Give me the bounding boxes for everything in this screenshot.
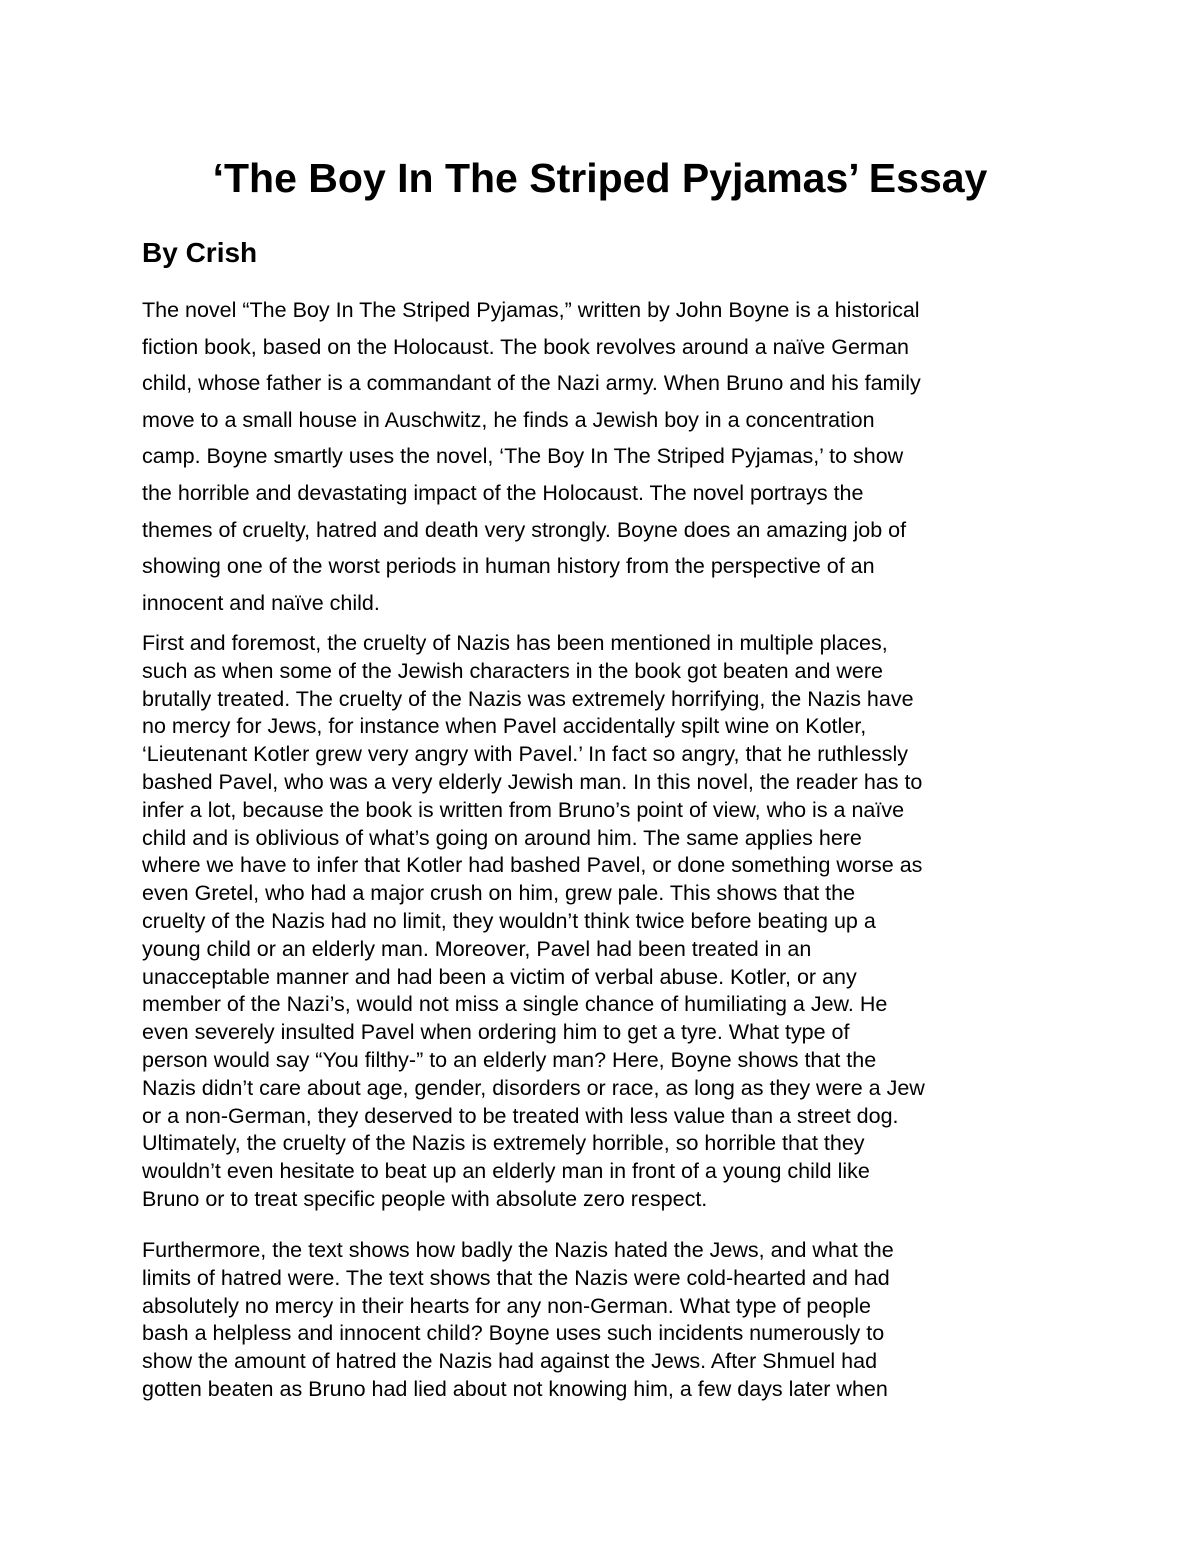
paragraph-line: brutally treated. The cruelty of the Nazis was extremely horrifying, the Nazis have — [142, 686, 914, 711]
paragraph-line: show the amount of hatred the Nazis had against the Jews. After Shmuel had — [142, 1349, 878, 1374]
paragraph-line: member of the Nazi’s, would not miss a single chance of humiliating a Jew. He — [142, 992, 888, 1017]
paragraph-line: no mercy for Jews, for instance when Pavel accidentally spilt wine on Kotler, — [142, 714, 867, 739]
paragraph-line: move to a small house in Auschwitz, he finds a Jewish boy in a concentration — [142, 407, 875, 432]
paragraph-line: or a non-German, they deserved to be treated with less value than a street dog. — [142, 1103, 899, 1128]
paragraph-line: child, whose father is a commandant of the Nazi army. When Bruno and his family — [142, 371, 921, 396]
paragraph-line: Furthermore, the text shows how badly the Nazis hated the Jews, and what the — [142, 1238, 894, 1262]
paragraph-line: bash a helpless and innocent child? Boyne uses such incidents numerously to — [142, 1321, 885, 1346]
paragraph-hatred — [142, 1237, 1072, 1404]
paragraph-line: the horrible and devastating impact of the Holocaust. The novel portrays the — [142, 480, 864, 505]
paragraph-line: Nazis didn’t care about age, gender, disorders or race, as long as they were a Jew — [142, 1075, 925, 1100]
paragraph-introduction — [142, 292, 1072, 621]
paragraph-line: young child or an elderly man. Moreover, Pavel had been treated in an — [142, 936, 812, 961]
paragraph-line: such as when some of the Jewish characters in the book got beaten and were — [142, 658, 883, 683]
paragraph-line: even Gretel, who had a major crush on him, grew pale. This shows that the — [142, 881, 856, 906]
paragraph-line: wouldn’t even hesitate to beat up an elderly man in front of a young child like — [142, 1159, 870, 1184]
paragraph-line: camp. Boyne smartly uses the novel, ‘The Boy In The Striped Pyjamas,’ to show — [142, 444, 904, 469]
paragraph-line: bashed Pavel, who was a very elderly Jewish man. In this novel, the reader has to — [142, 769, 923, 794]
paragraph-line: First and foremost, the cruelty of Nazis has been mentioned in multiple places, — [142, 631, 888, 655]
paragraph-line: infer a lot, because the book is written from Bruno’s point of view, who is a naïve — [142, 797, 905, 822]
essay-title: ‘The Boy In The Striped Pyjamas’ Essay — [212, 155, 988, 201]
paragraph-line: child and is oblivious of what’s going on around him. The same applies here — [142, 825, 862, 850]
paragraph-line: themes of cruelty, hatred and death very strongly. Boyne does an amazing job of — [142, 517, 907, 542]
paragraph-line: where we have to infer that Kotler had bashed Pavel, or done something worse as — [142, 853, 923, 878]
paragraph-line: gotten beaten as Bruno had lied about not knowing him, a few days later when — [142, 1376, 888, 1401]
paragraph-line: innocent and naïve child. — [142, 590, 380, 615]
paragraph-line: Bruno or to treat specific people with absolute zero respect. — [142, 1186, 708, 1211]
paragraph-line: limits of hatred were. The text shows that the Nazis were cold-hearted and had — [142, 1265, 890, 1290]
paragraph-line: ‘Lieutenant Kotler grew very angry with Pavel.’ In fact so angry, that he ruthlessly — [142, 742, 909, 767]
paragraph-line: The novel “The Boy In The Striped Pyjamas,” written by John Boyne is a historical — [142, 298, 920, 322]
paragraph-line: person would say “You filthy-” to an elderly man? Here, Boyne shows that the — [142, 1047, 877, 1072]
paragraph-line: absolutely no mercy in their hearts for any non-German. What type of people — [142, 1293, 871, 1318]
paragraph-line: even severely insulted Pavel when ordering him to get a tyre. What type of — [142, 1020, 850, 1045]
paragraph-line: cruelty of the Nazis had no limit, they wouldn’t think twice before beating up a — [142, 908, 876, 933]
essay-author: By Crish — [142, 237, 258, 268]
paragraph-cruelty — [142, 630, 1072, 1214]
paragraph-line: showing one of the worst periods in human history from the perspective of an — [142, 554, 875, 579]
paragraph-line: Ultimately, the cruelty of the Nazis is extremely horrible, so horrible that they — [142, 1131, 865, 1156]
paragraph-line: unacceptable manner and had been a victim of verbal abuse. Kotler, or any — [142, 964, 857, 989]
paragraph-line: fiction book, based on the Holocaust. The book revolves around a naïve German — [142, 334, 909, 359]
